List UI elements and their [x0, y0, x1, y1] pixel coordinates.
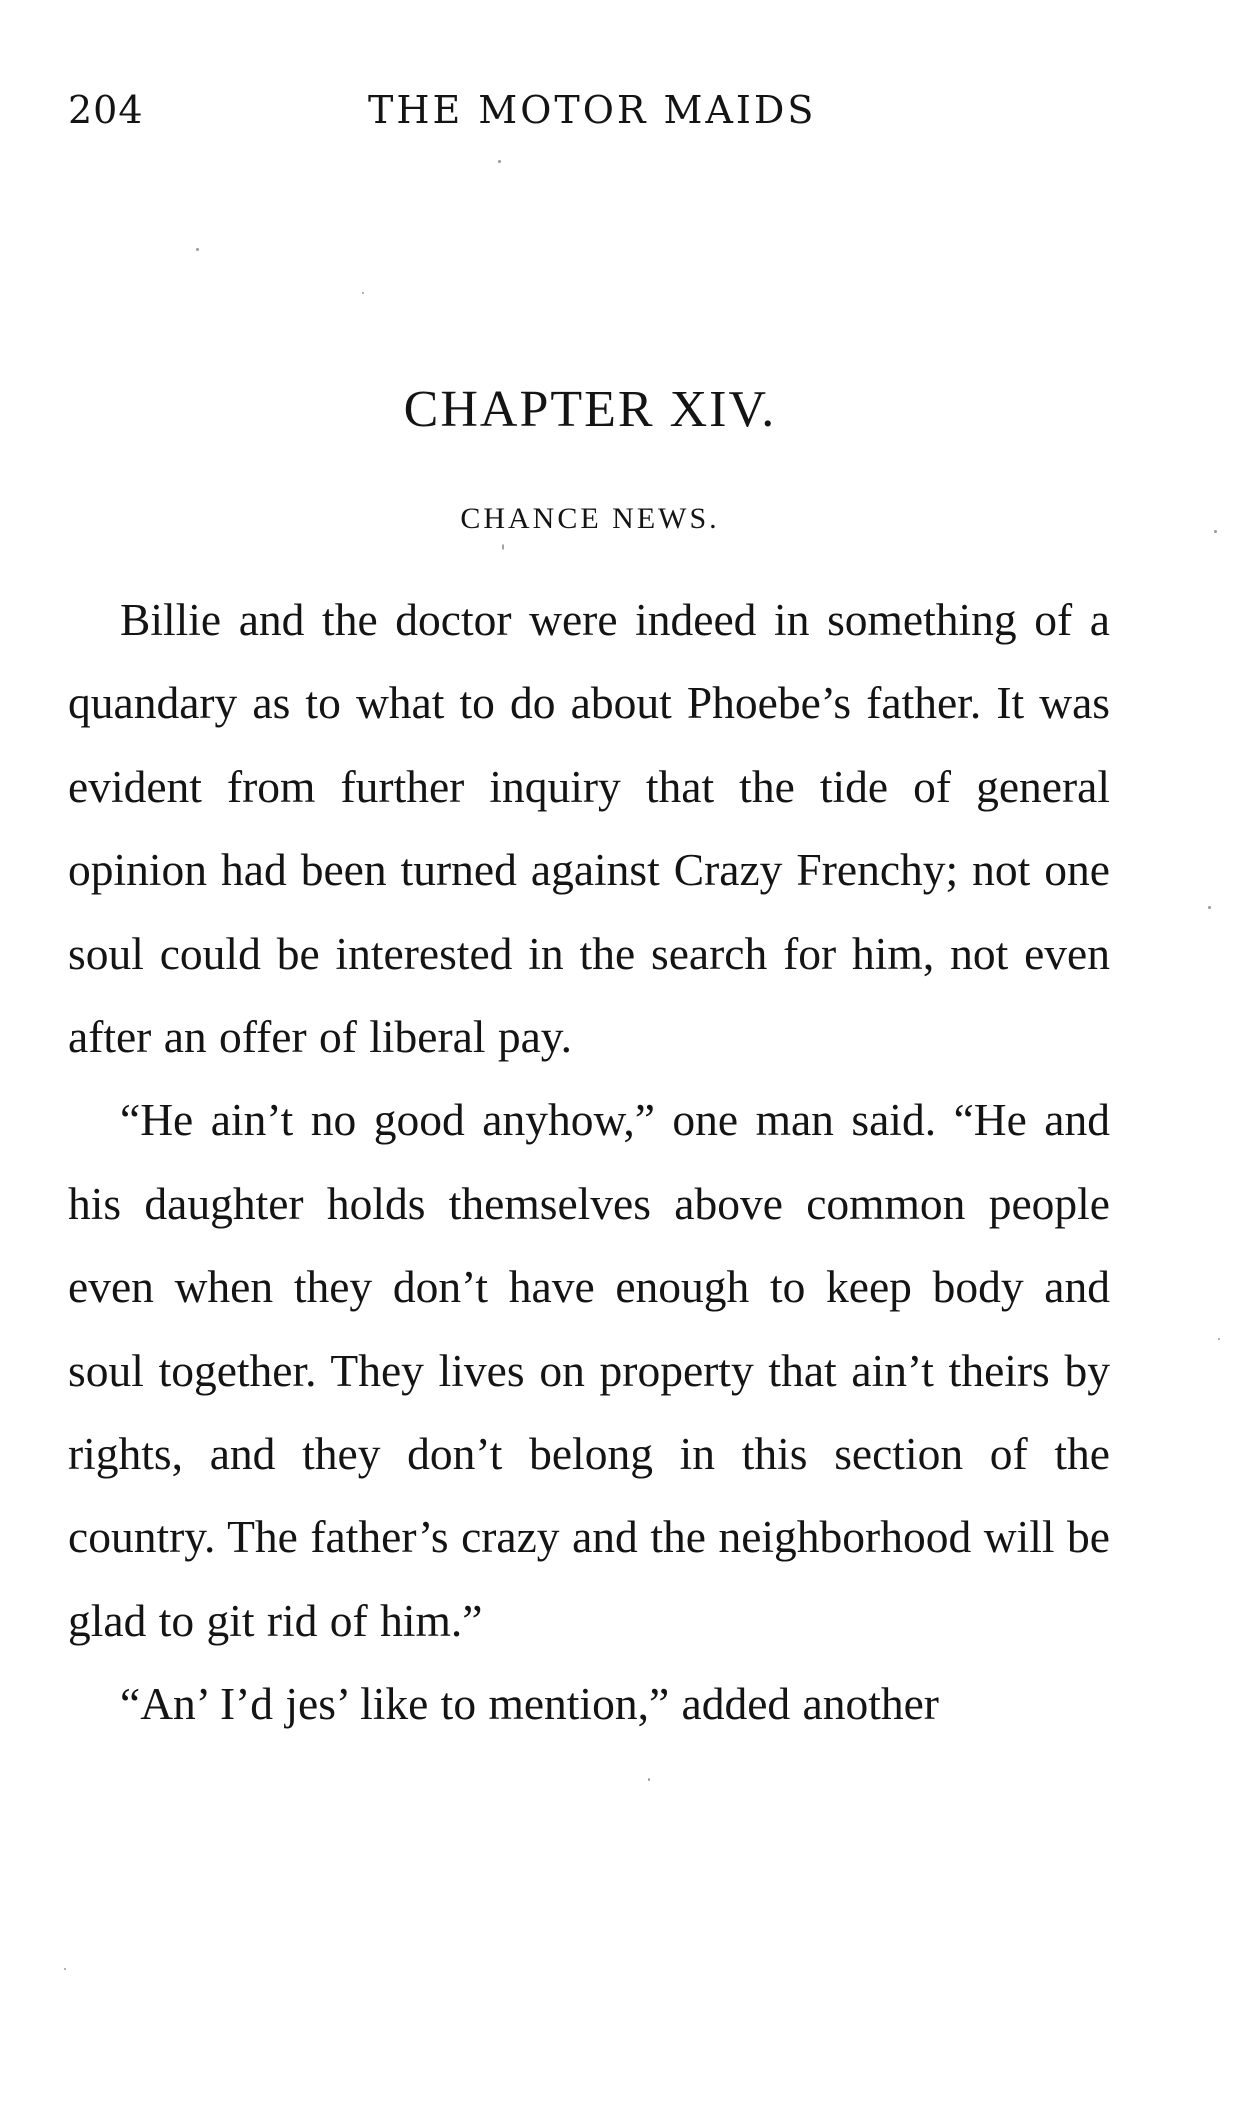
scan-speck	[362, 292, 364, 294]
paragraph-3: “An’ I’d jes’ like to mention,” added another	[120, 1678, 939, 1730]
scan-speck	[1218, 1338, 1220, 1340]
chapter-subtitle: CHANCE NEWS.	[460, 502, 720, 535]
scan-speck	[196, 248, 199, 251]
scan-speck	[1208, 906, 1211, 909]
scan-speck	[502, 544, 504, 550]
scan-speck	[64, 1968, 66, 1970]
running-head	[68, 88, 828, 138]
scan-speck	[1214, 530, 1217, 533]
paragraph-1: Billie and the doctor were indeed in something of a quandary as to what to do about Phoebe’s father. It was evident from further inquiry that the tide of general opinion had been turned against Crazy Frenchy; not one soul could be interested in the search for him, not even after an offer of liberal pay.	[68, 594, 1110, 1063]
chapter-heading: CHAPTER XIV.	[403, 381, 777, 438]
paragraph-2: “He ain’t no good anyhow,” one man said. “He and his daughter holds themselves above common people even when they don’t have enough to keep body and soul together. They lives on property that ain’t theirs by rights, and they don’t belong in this section of the country. The father’s crazy and the neighborhood will be glad to git rid of him.”	[68, 1094, 1110, 1646]
page-number: 204	[68, 88, 144, 132]
scan-speck	[648, 1778, 650, 1781]
scan-speck	[498, 160, 501, 163]
body-text	[68, 578, 1110, 1746]
running-title: THE MOTOR MAIDS	[368, 88, 817, 132]
